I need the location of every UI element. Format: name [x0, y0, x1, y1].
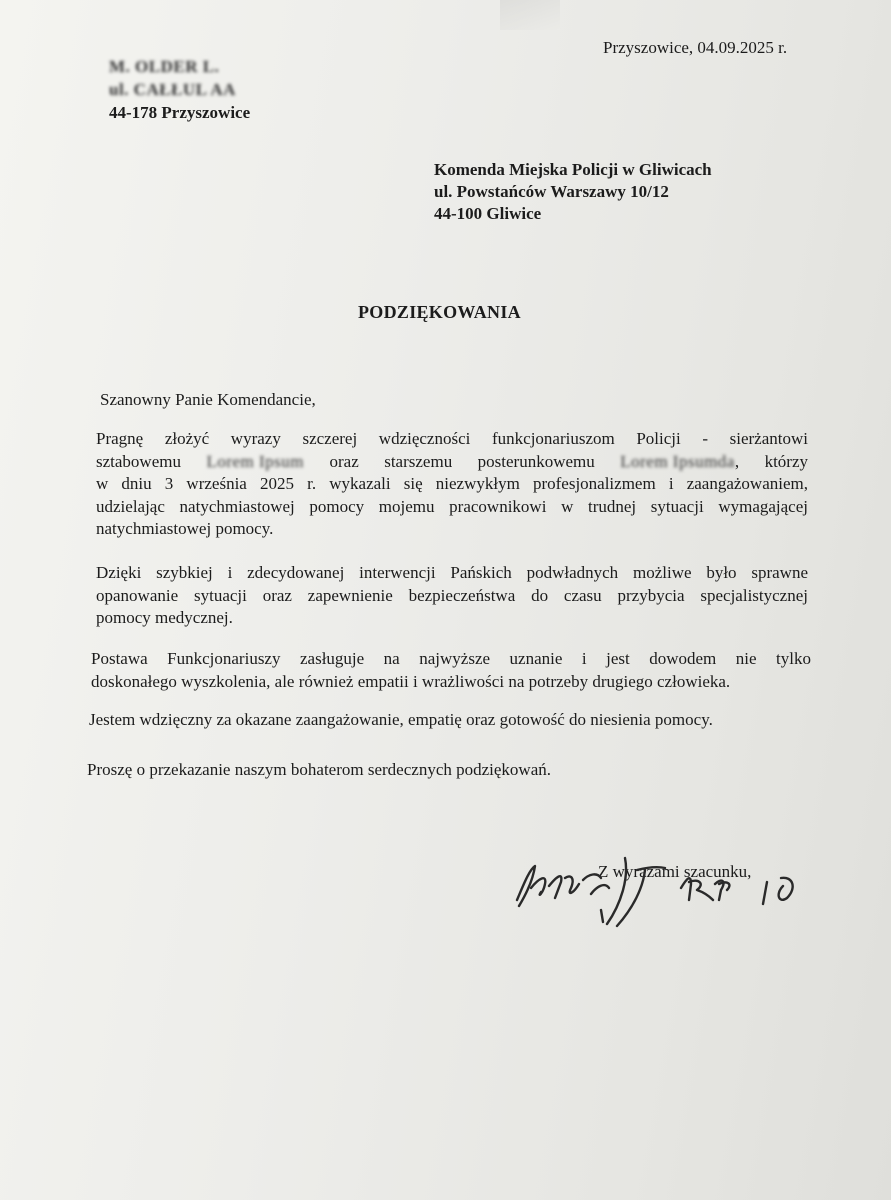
recipient-address [434, 159, 712, 225]
paragraph-4: Jestem wdzięczny za okazane zaangażowanie, empatię oraz gotowość do niesienia pomocy. [89, 710, 713, 729]
handwritten-signature [505, 848, 825, 938]
paragraph-3-line: Postawa Funkcjonariuszy zasługuje na najwyższe uznanie i jest dowodem nie tylko [91, 649, 811, 668]
text-fragment: , którzy [734, 451, 808, 471]
paper-shadow [500, 0, 560, 30]
paragraph-1-line [96, 451, 808, 474]
officer-name-redacted: Lorem Ipsum [206, 451, 305, 471]
paragraph-2-line: Dzięki szybkiej i zdecydowanej interwencji Pańskich podwładnych możliwe było sprawne [96, 563, 808, 582]
paragraph-1-line: natychmiastowej pomocy. [96, 519, 274, 538]
officer-name-redacted: Lorem Ipsumda [620, 451, 735, 471]
paragraph-3-line: doskonałego wyszkolenia, ale również empatii i wrażliwości na potrzeby drugiego człowieka. [91, 671, 731, 691]
recipient-line3: 44-100 Gliwice [434, 204, 542, 223]
recipient-line2: ul. Powstańców Warszawy 10/12 [434, 182, 669, 201]
text-fragment: oraz starszemu posterunkowemu [329, 451, 595, 471]
recipient-line1: Komenda Miejska Policji w Gliwicach [434, 160, 712, 179]
sender-address [109, 55, 250, 124]
paragraph-5: Proszę o przekazanie naszym bohaterom serdecznych podziękowań. [87, 760, 551, 779]
paragraph-1-line: w dniu 3 września 2025 r. wykazali się niezwykłym profesjonalizmem i zaangażowaniem, [96, 474, 808, 493]
paragraph-1-line: udzielając natychmiastowej pomocy mojemu pracownikowi w trudnej sytuacji wymagającej [96, 496, 808, 516]
sender-city: 44-178 Przyszowice [109, 103, 251, 122]
paragraph-3 [91, 648, 811, 693]
paragraph-2-line: pomocy medycznej. [96, 608, 233, 627]
sender-street-redacted: ul. CAŁŁUL AA [109, 80, 236, 99]
text-fragment: sztabowemu [96, 451, 181, 471]
paragraph-1 [96, 428, 808, 541]
letter-date: Przyszowice, 04.09.2025 r. [603, 38, 788, 57]
closing-phrase: Z wyrazami szacunku, [598, 862, 752, 881]
sender-name-redacted: M. OLDER L. [109, 57, 220, 76]
paragraph-2-line: opanowanie sytuacji oraz zapewnienie bezpieczeństwa do czasu przybycia specjalistycznej [96, 585, 808, 605]
letter-title: PODZIĘKOWANIA [358, 302, 521, 322]
greeting: Szanowny Panie Komendancie, [100, 390, 316, 409]
paragraph-1-line: Pragnę złożyć wyrazy szczerej wdzięczności funkcjonariuszom Policji - sierżantowi [96, 429, 808, 448]
paragraph-2 [96, 562, 808, 630]
